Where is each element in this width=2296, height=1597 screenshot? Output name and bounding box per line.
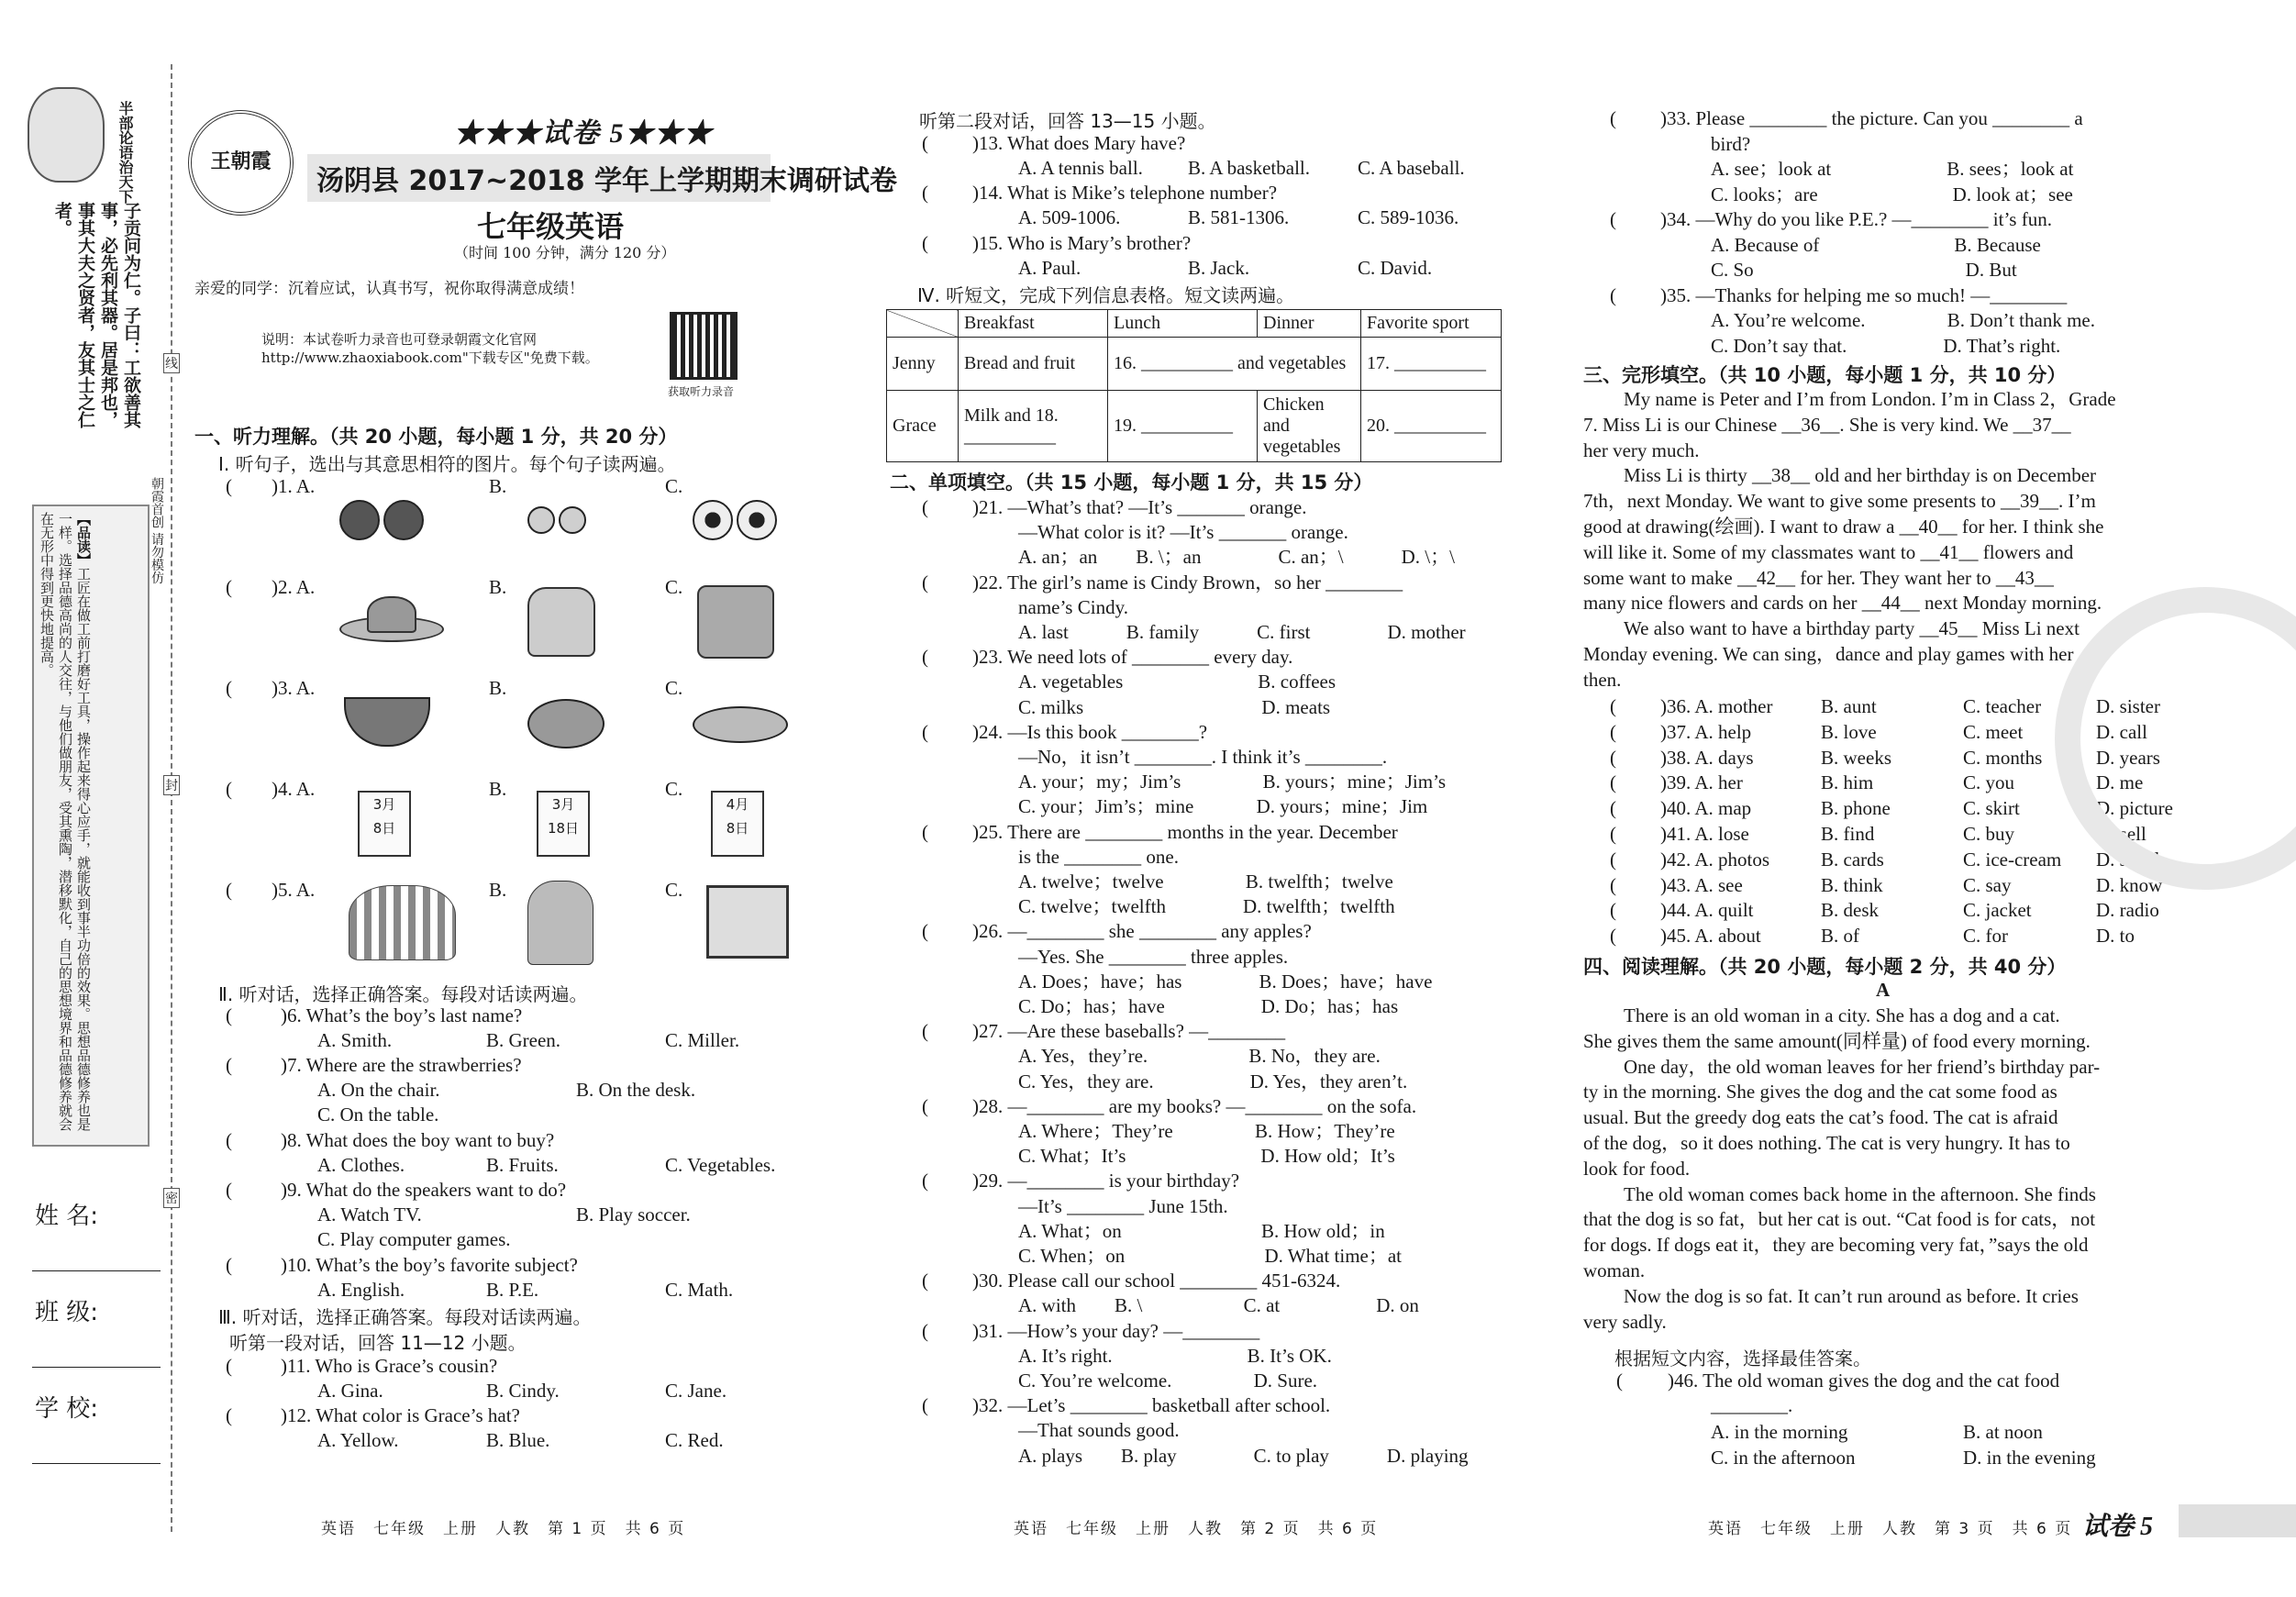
table-header: Favorite sport <box>1361 310 1502 338</box>
qr-caption: 获取听力录音 <box>668 385 735 398</box>
basketballs-image <box>339 500 427 544</box>
class-label: 班 级: <box>35 1299 99 1326</box>
qr-code[interactable] <box>670 312 738 380</box>
question-stem: )33. Please ________ the picture. Can you ________ a <box>1660 107 2083 129</box>
answer-paren: ( <box>226 778 232 800</box>
passage-line: for dogs. If dogs eat it，they are becoming very fat，”says the old <box>1583 1234 2089 1257</box>
question-line: A. your；my；Jim’s B. yours；mine；Jim’s <box>1018 771 1447 793</box>
page-3-footer: 英语 七年级 上册 人教 第 3 页 共 6 页 <box>1708 1520 2073 1538</box>
option-b: B. at noon <box>1963 1421 2043 1443</box>
passage-line: will like it. Some of my classmates want to __41__ flowers and <box>1583 540 2074 563</box>
question-line: C. Yes，they are. D. Yes，they aren’t. <box>1018 1070 1408 1092</box>
page-2-footer: 英语 七年级 上册 人教 第 2 页 共 6 页 <box>1014 1520 1379 1538</box>
logo-text: 王朝霞 <box>210 150 272 173</box>
part-3-dialogue-2: 听第二段对话，回答 13—15 小题。 <box>919 110 1216 132</box>
option-c: C. Vegetables. <box>665 1154 776 1176</box>
passage-line: then. <box>1583 668 1622 691</box>
group-dancing-image <box>349 885 456 960</box>
cloze-option: B. phone <box>1821 797 1891 820</box>
question-number: )3. A. <box>272 677 316 699</box>
cloze-option: D. picture <box>2096 797 2173 820</box>
question-stem: )21. —What’s that? —It’s _______ orange. <box>972 496 1307 518</box>
passage-line: that the dog is so fat，but her cat is out. “Cat food is for cats，not <box>1583 1208 2096 1231</box>
question-line: C. milks D. meats <box>1018 695 1331 718</box>
part-3-instruction: Ⅲ. 听对话，选择正确答案。每段对话读两遍。 <box>218 1306 592 1328</box>
name-label: 姓 名: <box>35 1203 99 1230</box>
answer-paren: ( <box>922 232 928 254</box>
option-label: C. <box>665 778 683 800</box>
hat-image <box>339 596 440 642</box>
passage-line: woman. <box>1583 1259 1646 1281</box>
answer-paren: ( <box>1610 283 1616 306</box>
question-line: is the ________ one. <box>1018 845 1179 868</box>
question-stem: )7. Where are the strawberries? <box>281 1054 522 1076</box>
fold-char-xian: 线 <box>163 353 180 373</box>
cloze-option-a: )41. A. lose <box>1660 823 1749 845</box>
table-cell: Grace <box>887 391 959 462</box>
question-stem: )10. What’s the boy’s favorite subject? <box>281 1254 578 1276</box>
cloze-option: D. years <box>2096 746 2160 769</box>
question-line: A. with B. \ C. at D. on <box>1018 1294 1419 1317</box>
cloze-option: B. aunt <box>1821 695 1877 717</box>
cloze-option: D. to <box>2096 925 2135 948</box>
passage-line: She gives them the same amount(同样量) of food every morning. <box>1583 1029 2091 1052</box>
cloze-option: B. think <box>1821 873 1883 896</box>
option-a: A. in the morning <box>1711 1421 1848 1443</box>
option-label: B. <box>489 778 507 800</box>
exam-tag: 试卷 5 <box>2082 1513 2154 1541</box>
question-line: A. last B. family C. first D. mother <box>1018 621 1466 643</box>
passage-line: 7. Miss Li is our Chinese __36__. She is very kind. We __37__ <box>1583 413 2071 436</box>
class-line <box>32 1367 161 1368</box>
answer-paren: ( <box>1610 720 1616 743</box>
answer-paren: ( <box>226 1404 232 1426</box>
name-line <box>32 1270 161 1271</box>
cloze-option: C. jacket <box>1963 899 2032 922</box>
cloze-option: B. cards <box>1821 848 1884 871</box>
question-stem: )26. —________ she ________ any apples? <box>972 920 1312 943</box>
option-b: B. Green. <box>486 1029 561 1051</box>
option-label: B. <box>489 475 507 497</box>
question-stem: )22. The girl’s name is Cindy Brown，so her ________ <box>972 571 1403 593</box>
question-stem: )23. We need lots of ________ every day. <box>972 646 1293 669</box>
option-c: C. Play computer games. <box>317 1228 511 1250</box>
answer-paren: ( <box>1610 797 1616 820</box>
question-stem: )30. Please call our school ________ 451-6324. <box>972 1270 1341 1292</box>
school-line <box>32 1463 161 1464</box>
cloze-option: B. him <box>1821 771 1874 794</box>
fish-plate-image <box>693 706 788 743</box>
table-cell-blank-17[interactable]: 17. __________ <box>1361 338 1502 391</box>
section-3-heading: 三、完形填空。（共 10 小题，每小题 1 分，共 10 分） <box>1583 364 2067 386</box>
audio-note: 说明：本试卷听力录音也可登录朝霞文化官网 http://www.zhaoxiabook.com"下载专区"免费下载。 <box>261 331 599 366</box>
question-number: )5. A. <box>272 879 316 901</box>
option-a: A. Paul. <box>1018 257 1081 279</box>
question-line: bird? <box>1711 132 1751 155</box>
passage-line: We also want to have a birthday party __45__ Miss Li next <box>1624 617 2080 640</box>
option-c: C. Math. <box>665 1279 734 1301</box>
question-stem: )9. What do the speakers want to do? <box>281 1179 567 1201</box>
part-4-instruction: Ⅳ. 听短文，完成下列信息表格。短文读两遍。 <box>917 284 1295 306</box>
option-c: C. A baseball. <box>1358 157 1465 179</box>
soccer-balls-image <box>693 500 781 544</box>
table-cell-blank-19[interactable]: 19. __________ <box>1108 391 1258 462</box>
exam-title: 汤阴县 2017~2018 学年上学期期末调研试卷 <box>316 165 898 197</box>
answer-paren: ( <box>226 1054 232 1076</box>
question-blank[interactable]: ________. <box>1711 1394 1793 1416</box>
table-corner <box>887 310 959 338</box>
cloze-option-a: )40. A. map <box>1660 797 1752 820</box>
passage-line: many nice flowers and cards on her __44__ next Monday morning. <box>1583 592 2102 615</box>
answer-paren: ( <box>922 132 928 154</box>
calendar-april-8-image: 4月 8日 <box>711 791 764 857</box>
question-line: C. Do；has；have D. Do；has；has <box>1018 995 1399 1017</box>
publisher-logo <box>188 110 294 216</box>
answer-paren: ( <box>1610 848 1616 871</box>
answer-paren: ( <box>1610 925 1616 948</box>
option-label: C. <box>665 879 683 901</box>
question-line: —That sounds good. <box>1018 1419 1180 1442</box>
pinde-text: 工匠在做工前打磨好工具，操作起来得心应手，就能收到事半功倍的效果。思想品德修养也是一样。选择品德高尚的人交往，与他们做朋友，受其熏陶，潜移默化，自己的思想境界和品德修养就会在无形中得到更快地提高。 <box>39 512 92 1131</box>
exam-timing: （时间 100 分钟，满分 120 分） <box>454 244 676 261</box>
passage-line: Monday evening. We can sing，dance and play games with her <box>1583 643 2074 665</box>
small-balls-image <box>527 506 590 538</box>
table-header: Breakfast <box>959 310 1108 338</box>
exam-label: ★★★试卷 5★★★ <box>454 118 714 149</box>
pinde-box <box>32 505 150 1147</box>
question-line: A. Because of B. Because <box>1711 233 2041 256</box>
option-c: C. David. <box>1358 257 1433 279</box>
section-4-heading: 四、阅读理解。（共 20 小题，每小题 2 分，共 40 分） <box>1583 956 2067 978</box>
cloze-option-a: )43. A. see <box>1660 873 1743 896</box>
question-number: )4. A. <box>272 778 316 800</box>
answer-paren: ( <box>1610 208 1616 230</box>
sidebar-quote: 子贡问为仁。子曰：工欲善其事，必先利其器。居是邦也，事其大夫之贤者，友其士之仁者。 <box>52 202 141 428</box>
answer-paren: ( <box>922 646 928 669</box>
question-stem: )8. What does the boy want to buy? <box>281 1129 555 1151</box>
reading-instruction: 根据短文内容，选择最佳答案。 <box>1614 1347 1871 1370</box>
passage-line: her very much. <box>1583 438 1700 461</box>
option-b: B. 581-1306. <box>1188 206 1290 228</box>
table-cell-blank-20[interactable]: 20. __________ <box>1361 391 1502 462</box>
question-line: C. You’re welcome. D. Sure. <box>1018 1370 1318 1392</box>
cloze-option: B. find <box>1821 823 1875 845</box>
option-a: A. On the chair. <box>317 1079 440 1101</box>
table-header: Dinner <box>1258 310 1361 338</box>
passage-line: 7th，next Monday. We want to give some presents to __39__. I’m <box>1583 490 2096 513</box>
option-a: A. A tennis ball. <box>1018 157 1143 179</box>
cloze-option: C. ice-cream <box>1963 848 2062 871</box>
answer-paren: ( <box>226 1004 232 1026</box>
option-b: B. Cindy. <box>486 1380 560 1402</box>
cloze-option-a: )37. A. help <box>1660 720 1752 743</box>
cloze-option: C. buy <box>1963 823 2015 845</box>
page-1-footer: 英语 七年级 上册 人教 第 1 页 共 6 页 <box>321 1520 686 1538</box>
cloze-option: C. you <box>1963 771 2015 794</box>
table-cell: Chicken and vegetables <box>1258 391 1361 462</box>
option-c: C. 589-1036. <box>1358 206 1459 228</box>
answer-paren: ( <box>1610 771 1616 794</box>
question-stem: )34. —Why do you like P.E.? —________ it’s fun. <box>1660 208 2052 230</box>
option-b: B. P.E. <box>486 1279 539 1301</box>
answer-paren: ( <box>226 1355 232 1377</box>
sidebar-motto: 半部论语治天下 <box>116 101 134 204</box>
part-2-instruction: Ⅱ. 听对话，选择正确答案。每段对话读两遍。 <box>218 983 588 1005</box>
option-b: B. Blue. <box>486 1429 550 1451</box>
option-label: B. <box>489 677 507 699</box>
fold-line <box>171 64 172 1532</box>
passage-line: very sadly. <box>1583 1310 1667 1333</box>
teacher-blackboard-image <box>706 885 789 959</box>
option-a: A. Clothes. <box>317 1154 405 1176</box>
option-label: C. <box>665 576 683 598</box>
passage-line: My name is Peter and I’m from London. I’m in Class 2，Grade <box>1624 388 2116 410</box>
answer-paren: ( <box>226 1254 232 1276</box>
passage-line: Miss Li is thirty __38__ old and her birthday is on December <box>1624 464 2097 487</box>
cloze-option-a: )45. A. about <box>1660 925 1761 948</box>
question-line: C. looks；are D. look at；see <box>1711 183 2073 205</box>
passage-line: good at drawing(绘画). I want to draw a __40__ for her. I think she <box>1583 516 2104 538</box>
chicken-image <box>527 699 605 749</box>
table-header: Lunch <box>1108 310 1258 338</box>
footer-bar <box>2179 1504 2296 1537</box>
passage-line: There is an old woman in a city. She has a dog and a cat. <box>1624 1004 2060 1026</box>
question-line: A. Does；have；has B. Does；have；have <box>1018 970 1433 993</box>
question-line: A. twelve；twelve B. twelfth；twelve <box>1018 871 1393 893</box>
answer-paren: ( <box>922 182 928 204</box>
question-line: A. What；on B. How old；in <box>1018 1219 1385 1242</box>
cloze-option: B. weeks <box>1821 746 1891 769</box>
question-line: C. So D. But <box>1711 259 2017 281</box>
question-stem: )27. —Are these baseballs? —________ <box>972 1020 1286 1043</box>
passage-line: The old woman comes back home in the afternoon. She finds <box>1624 1182 2096 1205</box>
calendar-march-18-image: 3月 18日 <box>537 791 590 857</box>
question-stem: )28. —________ are my books? —________ on the sofa. <box>972 1094 1417 1117</box>
question-stem: )11. Who is Grace’s cousin? <box>281 1355 498 1377</box>
table-header-row <box>887 310 1502 338</box>
cloze-option-a: )36. A. mother <box>1660 695 1773 717</box>
cloze-option: C. months <box>1963 746 2043 769</box>
option-a: A. English. <box>317 1279 405 1301</box>
question-line: C. Don’t say that. D. That’s right. <box>1711 334 2061 357</box>
question-stem: )46. The old woman gives the dog and the cat food <box>1668 1370 2060 1392</box>
option-d: D. in the evening <box>1963 1447 2096 1469</box>
answer-paren: ( <box>1610 823 1616 845</box>
school-label: 学 校: <box>35 1395 99 1423</box>
answer-paren: ( <box>1616 1370 1623 1392</box>
question-stem: )24. —Is this book ________? <box>972 720 1208 743</box>
copyright-warning: 朝霞首创 请勿模仿 <box>150 477 164 584</box>
table-cell: Bread and fruit <box>959 338 1108 391</box>
answer-paren: ( <box>922 1094 928 1117</box>
cloze-option: B. love <box>1821 720 1877 743</box>
question-stem: )15. Who is Mary’s brother? <box>972 232 1192 254</box>
answer-paren: ( <box>922 1020 928 1043</box>
option-label: C. <box>665 475 683 497</box>
cloze-option-a: )39. A. her <box>1660 771 1743 794</box>
option-a: A. Watch TV. <box>317 1203 422 1225</box>
question-line: A. Where；They’re B. How；They’re <box>1018 1120 1395 1142</box>
question-number: )2. A. <box>272 576 316 598</box>
cloze-option: B. of <box>1821 925 1859 948</box>
answer-paren: ( <box>1610 746 1616 769</box>
table-cell: Jenny <box>887 338 959 391</box>
passage-line: Now the dog is so fat. It can’t run around as before. It cries <box>1624 1284 2079 1307</box>
passage-line: One day，the old woman leaves for her friend’s birthday par- <box>1624 1055 2101 1078</box>
greeting: 亲爱的同学：沉着应试，认真书写，祝你取得满意成绩！ <box>194 280 584 298</box>
answer-paren: ( <box>1610 873 1616 896</box>
option-b: B. On the desk. <box>576 1079 696 1101</box>
question-line: A. You’re welcome. B. Don’t thank me. <box>1711 309 2095 331</box>
fold-char-feng: 封 <box>163 775 180 795</box>
cloze-option: C. meet <box>1963 720 2024 743</box>
passage-line: of the dog，so it does nothing. The cat is very hungry. It has to <box>1583 1132 2070 1154</box>
cloze-option: C. for <box>1963 925 2008 948</box>
option-c: C. Red. <box>665 1429 724 1451</box>
answer-paren: ( <box>226 677 232 699</box>
fold-char-mi: 密 <box>163 1188 180 1208</box>
part-3-dialogue-1: 听第一段对话，回答 11—12 小题。 <box>229 1332 527 1354</box>
question-line: —It’s ________ June 15th. <box>1018 1194 1228 1217</box>
passage-line: usual. But the greedy dog eats the cat’s food. The cat is afraid <box>1583 1106 2058 1129</box>
sweater-image <box>697 585 774 659</box>
answer-paren: ( <box>1610 899 1616 922</box>
question-line: C. What；It’s D. How old；It’s <box>1018 1145 1395 1168</box>
answer-paren: ( <box>226 475 232 497</box>
option-label: C. <box>665 677 683 699</box>
question-line: A. see；look at B. sees；look at <box>1711 158 2074 180</box>
passage-line: ty in the morning. She gives the dog and the cat some food as <box>1583 1081 2058 1103</box>
question-line: C. When；on D. What time；at <box>1018 1245 1403 1267</box>
section-2-heading: 二、单项填空。（共 15 小题，每小题 1 分，共 15 分） <box>890 471 1373 494</box>
answer-paren: ( <box>1610 695 1616 717</box>
answer-paren: ( <box>226 576 232 598</box>
question-line: name’s Cindy. <box>1018 595 1128 618</box>
backpack-image <box>527 587 595 657</box>
passage-line: some want to make __42__ for her. They want her to __43__ <box>1583 566 2054 589</box>
question-line: —Yes. She ________ three apples. <box>1018 945 1289 968</box>
question-line: C. twelve；twelfth D. twelfth；twelfth <box>1018 895 1395 918</box>
answer-paren: ( <box>922 571 928 593</box>
question-line: A. Yes，they’re. B. No，they are. <box>1018 1045 1381 1068</box>
answer-paren: ( <box>922 496 928 518</box>
option-a: A. Yellow. <box>317 1429 399 1451</box>
option-a: A. 509-1006. <box>1018 206 1121 228</box>
option-c: C. Jane. <box>665 1380 727 1402</box>
question-stem: )31. —How’s your day? —________ <box>972 1319 1260 1342</box>
subject-title: 七年级英语 <box>477 209 625 244</box>
cloze-option: D. me <box>2096 771 2144 794</box>
passage-label: A <box>1876 979 1891 1001</box>
option-label: B. <box>489 879 507 901</box>
cloze-option: C. teacher <box>1963 695 2042 717</box>
question-line: C. your；Jim’s；mine D. yours；mine；Jim <box>1018 795 1428 818</box>
question-line: A. It’s right. B. It’s OK. <box>1018 1344 1332 1367</box>
cloze-option: D. know <box>2096 873 2163 896</box>
answer-paren: ( <box>922 1270 928 1292</box>
option-c: C. On the table. <box>317 1103 439 1126</box>
watermark-seal <box>2055 587 2296 890</box>
question-stem: )35. —Thanks for helping me so much! —________ <box>1660 283 2068 306</box>
question-stem: )6. What’s the boy’s last name? <box>281 1004 523 1026</box>
option-b: B. Fruits. <box>486 1154 559 1176</box>
cloze-option-a: )42. A. photos <box>1660 848 1770 871</box>
question-stem: )32. —Let’s ________ basketball after school. <box>972 1394 1331 1417</box>
cloze-option: D. sister <box>2096 695 2160 717</box>
answer-paren: ( <box>922 1394 928 1417</box>
option-c: C. Miller. <box>665 1029 740 1051</box>
cloze-option: D. call <box>2096 720 2147 743</box>
pinde-title: 【品读】 <box>75 512 92 567</box>
cloze-option: B. desk <box>1821 899 1879 922</box>
cloze-option: D. sell <box>2096 823 2146 845</box>
question-number: )1. A. <box>272 475 316 497</box>
calendar-march-8-image: 3月 8日 <box>358 791 411 857</box>
option-b: B. A basketball. <box>1188 157 1310 179</box>
option-b: B. Jack. <box>1188 257 1250 279</box>
cloze-option: C. say <box>1963 873 2012 896</box>
answer-paren: ( <box>1610 107 1616 129</box>
question-stem: )12. What color is Grace’s hat? <box>281 1404 520 1426</box>
question-line: A. plays B. play C. to play D. playing <box>1018 1444 1469 1467</box>
cloze-option: C. skirt <box>1963 797 2020 820</box>
passage-line: look for food. <box>1583 1157 1691 1180</box>
child-playing-image <box>527 881 593 965</box>
option-c: C. in the afternoon <box>1711 1447 1856 1469</box>
answer-paren: ( <box>226 879 232 901</box>
question-line: —No，it isn’t ________. I think it’s ________. <box>1018 746 1388 768</box>
table-cell-blank-18[interactable]: Milk and 18. __________ <box>959 391 1108 462</box>
answer-paren: ( <box>922 1170 928 1192</box>
answer-paren: ( <box>922 920 928 943</box>
question-stem: )25. There are ________ months in the year. December <box>972 820 1398 843</box>
section-1-heading: 一、听力理解。（共 20 小题，每小题 1 分，共 20 分） <box>194 426 678 448</box>
cloze-option: D. salad <box>2096 848 2159 871</box>
noodle-bowl-image <box>344 697 430 747</box>
question-line: A. an；an B. \；an C. an；\ D. \；\ <box>1018 546 1455 569</box>
option-b: B. Play soccer. <box>576 1203 691 1225</box>
info-table <box>886 309 1502 462</box>
question-line: —What color is it? —It’s _______ orange. <box>1018 521 1348 544</box>
table-cell-blank-16[interactable]: 16. __________ and vegetables <box>1108 338 1361 391</box>
answer-paren: ( <box>922 1319 928 1342</box>
question-stem: )14. What is Mike’s telephone number? <box>972 182 1278 204</box>
cloze-option: D. radio <box>2096 899 2159 922</box>
answer-paren: ( <box>226 1129 232 1151</box>
question-line: A. vegetables B. coffees <box>1018 671 1337 693</box>
option-label: B. <box>489 576 507 598</box>
cartoon-avatar <box>28 87 105 183</box>
option-a: A. Gina. <box>317 1380 383 1402</box>
table-row <box>887 338 1502 391</box>
answer-paren: ( <box>226 1179 232 1201</box>
question-stem: )13. What does Mary have? <box>972 132 1186 154</box>
question-stem: )29. —________ is your birthday? <box>972 1170 1240 1192</box>
cloze-option-a: )44. A. quilt <box>1660 899 1754 922</box>
cloze-option-a: )38. A. days <box>1660 746 1754 769</box>
part-1-instruction: Ⅰ. 听句子，选出与其意思相符的图片。每个句子读两遍。 <box>218 453 676 475</box>
table-row <box>887 391 1502 462</box>
answer-paren: ( <box>922 720 928 743</box>
option-a: A. Smith. <box>317 1029 393 1051</box>
answer-paren: ( <box>922 820 928 843</box>
